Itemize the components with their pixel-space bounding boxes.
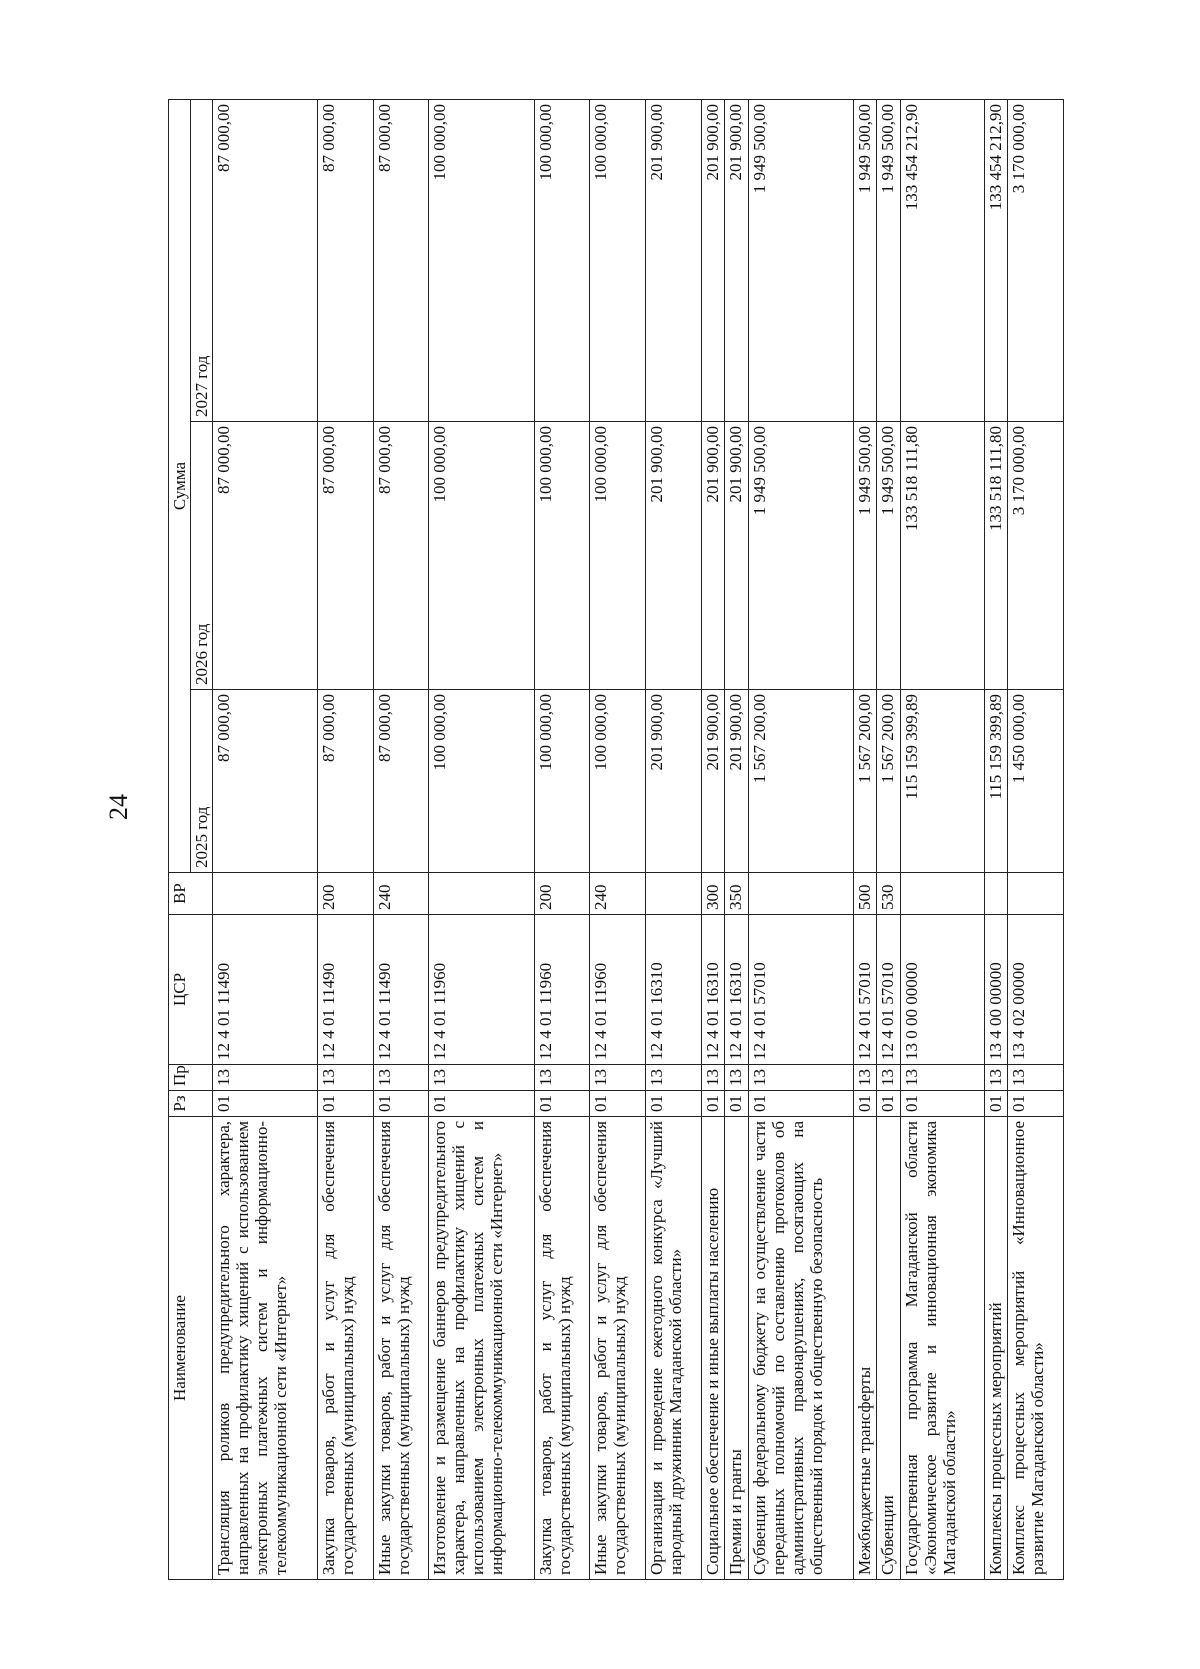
table-row (373, 100, 429, 1580)
row-vr-cell (645, 873, 701, 915)
row-value-2026: 87 000,00 (213, 422, 318, 690)
row-csr-cell: 12 4 01 16310 (645, 915, 701, 1065)
row-pr-cell: 13 (429, 1065, 534, 1091)
row-value-2026: 87 000,00 (318, 422, 374, 690)
page-number: 24 (104, 794, 133, 820)
row-value-2025: 87 000,00 (318, 690, 374, 873)
row-value-2026: 1 949 500,00 (748, 422, 853, 690)
row-name-cell: Социальное обеспечение и иные выплаты населению (701, 1117, 725, 1580)
row-csr-cell: 12 4 01 11960 (590, 915, 646, 1065)
row-value-2026: 1 949 500,00 (877, 422, 901, 690)
row-value-2026: 87 000,00 (373, 422, 429, 690)
row-csr-cell: 13 4 02 00000 (1008, 915, 1064, 1065)
header-pr: Пр (169, 1065, 213, 1091)
row-rz-cell: 01 (853, 1091, 877, 1117)
row-value-2027: 1 949 500,00 (877, 100, 901, 422)
row-vr-cell: 240 (373, 873, 429, 915)
row-value-2027: 87 000,00 (373, 100, 429, 422)
row-value-2027: 87 000,00 (213, 100, 318, 422)
row-vr-cell (984, 873, 1008, 915)
table-row (701, 100, 725, 1580)
header-2025: 2025 год (191, 690, 213, 873)
row-vr-cell: 200 (534, 873, 590, 915)
row-pr-cell: 13 (725, 1065, 749, 1091)
row-csr-cell: 12 4 01 11490 (373, 915, 429, 1065)
row-csr-cell: 12 4 01 16310 (725, 915, 749, 1065)
row-value-2026: 133 518 111,80 (984, 422, 1008, 690)
row-pr-cell: 13 (748, 1065, 853, 1091)
table-row (725, 100, 749, 1580)
row-pr-cell: 13 (373, 1065, 429, 1091)
row-value-2027: 201 900,00 (725, 100, 749, 422)
row-name-cell: Премии и гранты (725, 1117, 749, 1580)
row-pr-cell: 13 (318, 1065, 374, 1091)
row-name-cell: Государственная программа Магаданской области «Экономическое развитие и инновационная экономика Магаданской области» (901, 1117, 985, 1580)
row-vr-cell: 350 (725, 873, 749, 915)
row-value-2027: 87 000,00 (318, 100, 374, 422)
rotated-table-container (168, 100, 1064, 1580)
row-rz-cell: 01 (748, 1091, 853, 1117)
row-value-2026: 3 170 000,00 (1008, 422, 1064, 690)
table-row (318, 100, 374, 1580)
row-name-cell: Комплекс процессных мероприятий «Инновационное развитие Магаданской области» (1008, 1117, 1064, 1580)
row-rz-cell: 01 (534, 1091, 590, 1117)
table-row (645, 100, 701, 1580)
row-csr-cell: 13 0 00 00000 (901, 915, 985, 1065)
row-value-2025: 201 900,00 (645, 690, 701, 873)
row-rz-cell: 01 (1008, 1091, 1064, 1117)
row-vr-cell (748, 873, 853, 915)
table-body (213, 100, 1064, 1580)
row-pr-cell: 13 (901, 1065, 985, 1091)
row-rz-cell: 01 (701, 1091, 725, 1117)
row-csr-cell: 12 4 01 11960 (534, 915, 590, 1065)
table-row (590, 100, 646, 1580)
row-value-2026: 201 900,00 (701, 422, 725, 690)
table-row (853, 100, 877, 1580)
row-value-2027: 100 000,00 (590, 100, 646, 422)
row-value-2025: 1 567 200,00 (877, 690, 901, 873)
row-csr-cell: 13 4 00 00000 (984, 915, 1008, 1065)
row-value-2026: 100 000,00 (534, 422, 590, 690)
row-rz-cell: 01 (590, 1091, 646, 1117)
row-name-cell: Субвенции (877, 1117, 901, 1580)
table-row (984, 100, 1008, 1580)
row-name-cell: Иные закупки товаров, работ и услуг для обеспечения государственных (муниципальных) нужд (373, 1117, 429, 1580)
row-csr-cell: 12 4 01 11960 (429, 915, 534, 1065)
row-vr-cell: 240 (590, 873, 646, 915)
row-rz-cell: 01 (645, 1091, 701, 1117)
row-rz-cell: 01 (318, 1091, 374, 1117)
row-value-2027: 201 900,00 (645, 100, 701, 422)
row-name-cell: Закупка товаров, работ и услуг для обеспечения государственных (муниципальных) нужд (318, 1117, 374, 1580)
row-pr-cell: 13 (853, 1065, 877, 1091)
row-value-2027: 133 454 212,90 (901, 100, 985, 422)
row-pr-cell: 13 (645, 1065, 701, 1091)
row-csr-cell: 12 4 01 11490 (318, 915, 374, 1065)
row-csr-cell: 12 4 01 57010 (853, 915, 877, 1065)
table-row (1008, 100, 1064, 1580)
table-row (429, 100, 534, 1580)
row-name-cell: Организация и проведение ежегодного конкурса «Лучший народный дружинник Магаданской области» (645, 1117, 701, 1580)
row-vr-cell: 200 (318, 873, 374, 915)
row-vr-cell: 530 (877, 873, 901, 915)
row-csr-cell: 12 4 01 16310 (701, 915, 725, 1065)
row-value-2027: 201 900,00 (701, 100, 725, 422)
row-rz-cell: 01 (373, 1091, 429, 1117)
row-rz-cell: 01 (901, 1091, 985, 1117)
row-value-2026: 100 000,00 (429, 422, 534, 690)
row-value-2027: 100 000,00 (534, 100, 590, 422)
row-csr-cell: 12 4 01 11490 (213, 915, 318, 1065)
row-value-2025: 100 000,00 (534, 690, 590, 873)
row-value-2027: 100 000,00 (429, 100, 534, 422)
row-pr-cell: 13 (213, 1065, 318, 1091)
row-vr-cell: 300 (701, 873, 725, 915)
row-csr-cell: 12 4 01 57010 (748, 915, 853, 1065)
row-pr-cell: 13 (590, 1065, 646, 1091)
row-rz-cell: 01 (725, 1091, 749, 1117)
table-row (877, 100, 901, 1580)
row-name-cell: Комплексы процессных мероприятий (984, 1117, 1008, 1580)
row-pr-cell: 13 (1008, 1065, 1064, 1091)
budget-table (168, 99, 1064, 1580)
row-name-cell: Трансляция роликов предупредительного характера, направленных на профилактику хищений с использованием электронных платежных систем и информационно-телекоммуникационной сети «Интернет» (213, 1117, 318, 1580)
row-value-2025: 201 900,00 (725, 690, 749, 873)
row-value-2025: 115 159 399,89 (984, 690, 1008, 873)
row-vr-cell (1008, 873, 1064, 915)
row-name-cell: Изготовление и размещение баннеров предупредительного характера, направленных на профилактику хищений с использованием электронных платежных систем и информационно-телекоммуникационной сети «Интернет» (429, 1117, 534, 1580)
row-name-cell: Иные закупки товаров, работ и услуг для обеспечения государственных (муниципальных) нужд (590, 1117, 646, 1580)
row-value-2027: 133 454 212,90 (984, 100, 1008, 422)
table-header-row (169, 100, 191, 1580)
row-pr-cell: 13 (984, 1065, 1008, 1091)
row-value-2025: 1 450 000,00 (1008, 690, 1064, 873)
row-rz-cell: 01 (213, 1091, 318, 1117)
row-pr-cell: 13 (534, 1065, 590, 1091)
row-pr-cell: 13 (701, 1065, 725, 1091)
row-value-2025: 1 567 200,00 (748, 690, 853, 873)
header-vr: ВР (169, 873, 213, 915)
row-vr-cell (901, 873, 985, 915)
row-value-2027: 3 170 000,00 (1008, 100, 1064, 422)
row-value-2027: 1 949 500,00 (853, 100, 877, 422)
row-value-2026: 1 949 500,00 (853, 422, 877, 690)
table-row (213, 100, 318, 1580)
row-name-cell: Закупка товаров, работ и услуг для обеспечения государственных (муниципальных) нужд (534, 1117, 590, 1580)
row-value-2027: 1 949 500,00 (748, 100, 853, 422)
row-value-2025: 87 000,00 (213, 690, 318, 873)
header-2027: 2027 год (191, 100, 213, 422)
row-value-2025: 201 900,00 (701, 690, 725, 873)
row-value-2026: 133 518 111,80 (901, 422, 985, 690)
header-csr: ЦСР (169, 915, 213, 1065)
header-2026: 2026 год (191, 422, 213, 690)
row-value-2025: 87 000,00 (373, 690, 429, 873)
row-name-cell: Межбюджетные трансферты (853, 1117, 877, 1580)
row-value-2026: 201 900,00 (725, 422, 749, 690)
row-rz-cell: 01 (877, 1091, 901, 1117)
table-row (534, 100, 590, 1580)
row-name-cell: Субвенции федеральному бюджету на осуществление части переданных полномочий по составлению протоколов об административных правонарушениях, посягающих на общественный порядок и общественную безопасность (748, 1117, 853, 1580)
row-value-2025: 100 000,00 (429, 690, 534, 873)
table-row (901, 100, 985, 1580)
header-sum: Сумма (169, 100, 191, 873)
table-row (748, 100, 853, 1580)
row-rz-cell: 01 (984, 1091, 1008, 1117)
row-csr-cell: 12 4 01 57010 (877, 915, 901, 1065)
row-value-2026: 100 000,00 (590, 422, 646, 690)
row-vr-cell: 500 (853, 873, 877, 915)
row-rz-cell: 01 (429, 1091, 534, 1117)
row-vr-cell (429, 873, 534, 915)
row-vr-cell (213, 873, 318, 915)
header-rz: Рз (169, 1091, 213, 1117)
row-value-2025: 115 159 399,89 (901, 690, 985, 873)
row-value-2026: 201 900,00 (645, 422, 701, 690)
row-pr-cell: 13 (877, 1065, 901, 1091)
row-value-2025: 1 567 200,00 (853, 690, 877, 873)
header-name: Наименование (169, 1117, 213, 1580)
row-value-2025: 100 000,00 (590, 690, 646, 873)
